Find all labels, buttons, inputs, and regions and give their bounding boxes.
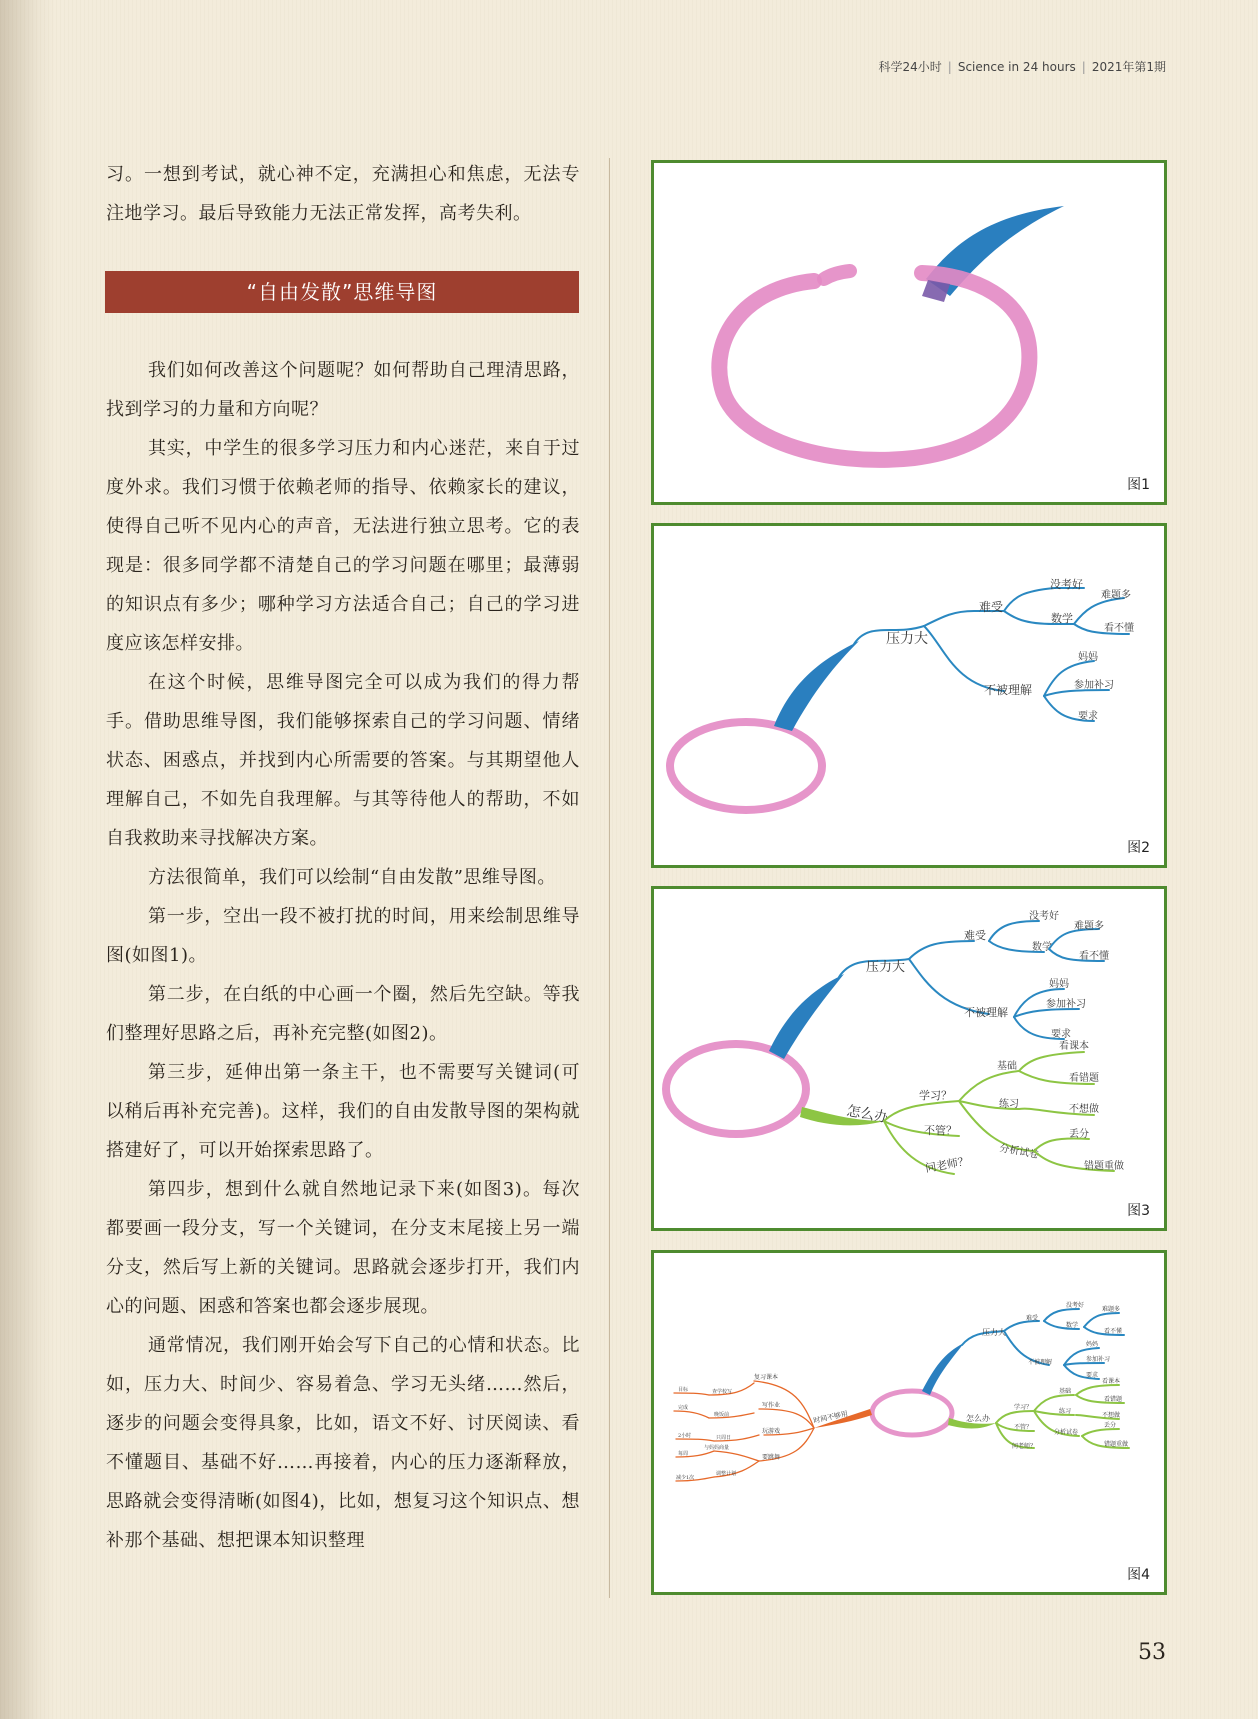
node-math: 数学 [1032, 942, 1052, 953]
node-goal: 目标 [678, 1387, 689, 1393]
issue-number: 2021年第1期 [1091, 60, 1166, 74]
node-misunderstood: 不被理解 [984, 683, 1033, 697]
main-trunk [769, 974, 844, 1059]
node-not-enough-time: 时间不够用 [812, 1409, 849, 1425]
figure-4 [651, 1250, 1167, 1595]
node-cant-understand: 看不懂 [1104, 1328, 1123, 1335]
node-analyze-paper: 分析试卷 [1054, 1429, 1079, 1436]
section-title: “自由发散”思维导图 [105, 271, 579, 313]
node-lose-points: 丢分 [1069, 1129, 1089, 1140]
node-demands: 要求 [1086, 1372, 1099, 1379]
node-adjust-plan: 调整计划 [716, 1471, 737, 1477]
center-circle [719, 273, 1029, 460]
node-bad-exam: 没考好 [1066, 1302, 1085, 1309]
circle-gap-stub [824, 271, 850, 279]
figure-3 [651, 886, 1167, 1231]
paragraph: 习。一想到考试，就心神不定，充满担心和焦虑，无法专注地学习。最后导致能力无法正常发挥，高考失利。 [106, 164, 580, 224]
book-spine-shadow [0, 0, 55, 1719]
node-dinner: 晚饭前 [714, 1412, 730, 1418]
node-uncomfortable: 难受 [1026, 1315, 1039, 1322]
node-uncomfortable: 难受 [964, 929, 986, 942]
node-misunderstood: 不被理解 [1028, 1359, 1053, 1366]
column-divider [609, 158, 610, 1598]
node-practice: 练习 [999, 1099, 1019, 1110]
paragraph: 第一步，空出一段不被打扰的时间，用来绘制思维导图(如图1)。 [106, 906, 580, 966]
node-review-mistakes: 看错题 [1069, 1073, 1099, 1084]
node-demands: 要求 [1051, 1029, 1071, 1040]
node-review-mistakes: 看错题 [1104, 1396, 1123, 1403]
node-stress: 压力大 [886, 631, 928, 647]
node-many-hard: 难题多 [1101, 590, 1131, 601]
node-each-week: 每周 [678, 1451, 689, 1457]
paragraph: 第三步，延伸出第一条主干，也不需要写关键词(可以稍后再补充完善)。这样，我们的自由发散导图的架构就搭建好了，可以开始探索思路了。 [106, 1062, 580, 1161]
node-tutoring: 参加补习 [1074, 680, 1114, 691]
node-review-focus: 查学校写 [712, 1389, 733, 1395]
node-analyze-paper: 分析试卷 [998, 1143, 1040, 1161]
node-weekend-only: 只周日 [716, 1435, 732, 1441]
center-circle [666, 1044, 806, 1134]
node-done: 完成 [678, 1405, 689, 1411]
node-redo-mistakes: 错题重做 [1104, 1441, 1129, 1448]
node-redo-mistakes: 错题重做 [1084, 1161, 1124, 1172]
node-study: 学习？ [1014, 1404, 1033, 1411]
node-discuss-mom: 与妈妈商量 [704, 1445, 730, 1451]
node-practice: 练习 [1059, 1408, 1072, 1415]
node-bad-exam: 没考好 [1029, 911, 1059, 922]
running-header: 科学24小时 | Science in 24 hours | 2021年第1期 [878, 60, 1166, 74]
node-not-practice: 不想做 [1069, 1104, 1099, 1115]
node-math: 数学 [1051, 612, 1073, 625]
node-dance: 要跳舞 [762, 1454, 781, 1461]
node-ask-teacher: 问老师？ [924, 1154, 970, 1175]
node-ignore: 不管？ [924, 1124, 957, 1137]
node-review-text: 复习课本 [754, 1374, 779, 1381]
node-math: 数学 [1066, 1322, 1079, 1329]
node-basics: 基础 [997, 1061, 1017, 1072]
figure-2 [651, 523, 1167, 868]
node-mom: 妈妈 [1078, 652, 1098, 663]
node-what-to-do: 怎么办 [966, 1414, 990, 1423]
node-many-hard: 难题多 [1074, 921, 1104, 932]
article-text-column [106, 155, 580, 1560]
node-play-games: 玩游戏 [762, 1428, 781, 1435]
paragraph: 其实，中学生的很多学习压力和内心迷茫，来自于过度外求。我们习惯于依赖老师的指导、依赖家长的建议，使得自己听不见内心的声音，无法进行独立思考。它的表现是：很多同学都不清楚自己的学习问题在哪里；最薄弱的知识点有多少；哪种学习方法适合自己；自己的学习进度应该怎样安排。 [106, 438, 580, 654]
trunk-overlap [922, 280, 950, 302]
node-reduce: 减少1次 [676, 1475, 695, 1481]
node-uncomfortable: 难受 [979, 600, 1004, 614]
node-stress: 压力大 [982, 1328, 1006, 1337]
figure-2-drawing [654, 526, 1164, 865]
figure-label: 图4 [1127, 1567, 1150, 1583]
node-cant-understand: 看不懂 [1079, 951, 1109, 962]
paragraph: 通常情况，我们刚开始会写下自己的心情和状态。比如，压力大、时间少、容易着急、学习无头绪……然后，逐步的问题会变得具象，比如，语文不好、讨厌阅读、看不懂题目、基础不好……再接着，内心的压力逐渐释放，思路就会变得清晰(如图4)，比如，想复习这个知识点、想补那个基础、想把课本知识整理 [106, 1335, 580, 1551]
center-circle [670, 722, 822, 810]
node-bad-exam: 没考好 [1050, 578, 1083, 591]
paragraph: 第二步，在白纸的中心画一个圈，然后先空缺。等我们整理好思路之后，再补充完整(如图2)。 [106, 984, 580, 1044]
node-basics: 基础 [1059, 1388, 1072, 1395]
node-homework: 写作业 [762, 1402, 781, 1409]
node-read-textbook: 看课本 [1102, 1378, 1121, 1385]
node-tutoring: 参加补习 [1086, 1356, 1111, 1363]
node-cant-understand: 看不懂 [1104, 623, 1134, 634]
node-ignore: 不管？ [1014, 1424, 1033, 1431]
node-mom: 妈妈 [1049, 979, 1069, 990]
node-read-textbook: 看课本 [1059, 1041, 1089, 1052]
node-tutoring: 参加补习 [1046, 999, 1086, 1010]
node-many-hard: 难题多 [1102, 1306, 1121, 1313]
node-stress: 压力大 [866, 960, 906, 975]
paragraph: 我们如何改善这个问题呢？如何帮助自己理清思路，找到学习的力量和方向呢？ [106, 360, 580, 420]
node-mom: 妈妈 [1086, 1341, 1099, 1348]
paragraph: 方法很简单，我们可以绘制“自由发散”思维导图。 [148, 867, 556, 888]
paragraph: 第四步，想到什么就自然地记录下来(如图3)。每次都要画一段分支，写一个关键词，在分支末尾接上另一端分支，然后写上新的关键词。思路就会逐步打开，我们内心的问题、困惑和答案也都会逐步展现。 [106, 1179, 580, 1317]
center-circle [872, 1391, 952, 1435]
journal-name-en: Science in 24 hours [957, 60, 1076, 74]
node-two-hours: 2小时 [678, 1433, 692, 1439]
node-what-to-do: 怎么办 [845, 1103, 890, 1127]
figure-4-drawing [654, 1253, 1164, 1592]
figure-label: 图2 [1127, 840, 1150, 856]
figure-1 [651, 160, 1167, 505]
figure-3-drawing [654, 889, 1164, 1228]
node-ask-teacher: 问老师？ [1012, 1443, 1037, 1450]
node-study: 学习？ [919, 1089, 952, 1102]
page-number: 53 [1138, 1640, 1166, 1665]
node-lose-points: 丢分 [1104, 1422, 1117, 1429]
figure-label: 图1 [1127, 477, 1150, 493]
main-trunk [922, 1343, 964, 1395]
journal-name: 科学24小时 [878, 60, 942, 74]
figure-1-drawing [654, 163, 1164, 502]
node-demands: 要求 [1078, 711, 1098, 722]
paragraph: 在这个时候，思维导图完全可以成为我们的得力帮手。借助思维导图，我们能够探索自己的学习问题、情绪状态、困惑点，并找到内心所需要的答案。与其期望他人理解自己，不如先自我理解。与其等待他人的帮助，不如自我救助来寻找解决方案。 [106, 672, 580, 849]
main-trunk [774, 641, 859, 731]
figure-label: 图3 [1127, 1203, 1150, 1219]
node-misunderstood: 不被理解 [964, 1006, 1008, 1019]
node-not-practice: 不想做 [1102, 1412, 1121, 1419]
